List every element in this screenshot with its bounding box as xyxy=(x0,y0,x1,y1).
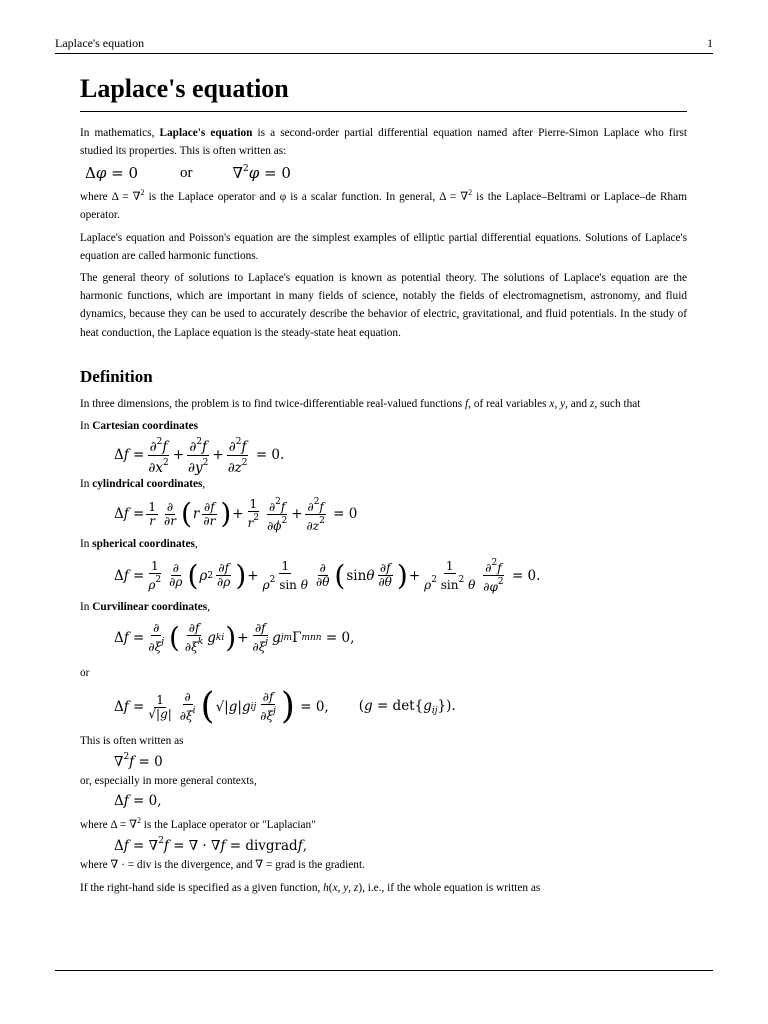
equation-laplace-basic: Δφ = 0 or ∇$^2$φ = 0 xyxy=(85,164,291,183)
laplacian-note xyxy=(80,812,687,834)
text: In xyxy=(80,478,93,491)
article-body xyxy=(80,72,687,897)
variable: z xyxy=(353,881,359,894)
page-number: 1 xyxy=(707,36,713,50)
variable: h xyxy=(323,881,329,894)
potential-theory-paragraph: The general theory of solutions to Laplace's equation is known as potential theory. The solutions of Laplace's equation are the harmonic functions, which are important in many fields of science, notably the fields of electromagnetism, astronomy, and fluid dynamics, because they can be used to accurately describe the behavior of electric, gravitational, and fluid potentials. In the study of heat conduction, the Laplace equation is the steady-state heat equation. xyxy=(80,271,687,339)
often-written-label: This is often written as xyxy=(80,735,184,748)
superscript: 2 xyxy=(136,816,141,826)
definition-paragraph xyxy=(80,395,687,413)
text: In xyxy=(80,600,93,613)
text: , of real variables xyxy=(468,397,550,410)
poisson-paragraph: Laplace's equation and Poisson's equation are the simplest examples of elliptic partial differential equations. Solutions of Laplace's equation are called harmonic functions. xyxy=(80,231,687,262)
text: where Δ = ∇ xyxy=(80,819,137,832)
footer-rule xyxy=(55,970,713,971)
variable: f xyxy=(465,397,469,410)
text: In xyxy=(80,538,93,551)
variable: y xyxy=(560,397,566,410)
general-contexts-label: or, especially in more general contexts, xyxy=(80,775,257,788)
text: ( xyxy=(328,881,333,894)
intro-paragraph xyxy=(80,124,687,160)
text: , xyxy=(337,881,344,894)
equation-cylindrical: Δf = $\frac{1}{r}$ $\frac{\partial}{\partial r}$ ( r $\frac{\partial f}{\partial r}$ ) + $\frac{1}{r^2}$ $\frac{\partial^2f}{\partial\phi^2}$ + $\frac{\partial^2f}{\partial z^2}$ = 0 xyxy=(114,496,358,533)
text: , such that xyxy=(594,397,641,410)
text: is the Laplace operator and φ is a scalar function. In general, Δ = ∇ xyxy=(144,191,469,204)
variable: x xyxy=(549,397,555,410)
where-paragraph xyxy=(80,184,687,224)
text: is the Laplace–Beltrami or Laplace–de Rham operator. xyxy=(80,191,687,222)
text: In xyxy=(80,420,93,432)
text: If the right-hand side is specified as a given function, xyxy=(80,881,324,894)
equation-div-grad: Δf = ∇$^2$f = ∇ · ∇f = divgradf, xyxy=(114,836,308,855)
rhs-paragraph xyxy=(80,879,687,897)
superscript: 2 xyxy=(468,188,473,198)
equation-curvilinear-alt: Δf = $\frac{1}{√|g|}$ $\frac{\partial}{\partial\xi^i}$ ( √| g | g ij $\frac{\partial f}{\partial\xi^j}$ ) = 0, $(g = \det\{g_{ij}\})$. xyxy=(114,686,456,728)
text: , xyxy=(207,600,211,613)
bold-term: spherical coordinates xyxy=(92,538,195,551)
text: , xyxy=(194,538,198,551)
running-title: Laplace's equation xyxy=(55,36,145,50)
variable: x xyxy=(332,881,338,894)
superscript: 2 xyxy=(140,188,145,198)
bold-term: cylindrical coordinates xyxy=(92,478,203,491)
curvilinear-label xyxy=(80,598,687,616)
text: is the Laplace operator or "Laplacian" xyxy=(140,819,316,832)
equation-cartesian: Δf = $\frac{\partial^2f}{\partial x^2}$ + $\frac{\partial^2f}{\partial y^2}$ + $\frac{\partial^2f}{\partial z^2}$ = 0. xyxy=(114,436,285,476)
text: ), i.e., if the whole equation is written as xyxy=(358,881,541,894)
text: is a second-order partial differential equation named after Pierre-Simon Laplace who first studied its properties. This is often written as: xyxy=(80,127,688,158)
header-rule xyxy=(55,53,713,54)
bold-term: Laplace's equation xyxy=(159,127,253,139)
text: , and xyxy=(565,397,590,410)
cylindrical-label xyxy=(80,475,687,493)
div-grad-note: where ∇ · = div is the divergence, and ∇ = grad is the gradient. xyxy=(80,859,365,872)
equation-curvilinear: Δf = $\frac{\partial}{\partial\xi^j}$ ( $\frac{\partial f}{\partial\xi^k}$ g ki ) + $\frac{\partial f}{\partial\xi^j}$ g jm Γ mn n = 0, xyxy=(114,620,355,654)
equation-nabla-squared: ∇$^2$f = 0 xyxy=(114,752,163,771)
variable: z xyxy=(589,397,595,410)
equation-delta-f: Δf = 0, xyxy=(114,793,162,810)
text: In three dimensions, the problem is to find twice-differentiable real-valued functions xyxy=(80,397,466,410)
running-header xyxy=(55,36,713,52)
page-title: Laplace's equation xyxy=(80,72,687,112)
text: , xyxy=(202,478,206,491)
or-label: or xyxy=(80,666,90,679)
spherical-label xyxy=(80,535,687,553)
eq-or: or xyxy=(180,164,193,181)
variable: y xyxy=(343,881,349,894)
text: , xyxy=(348,881,354,894)
text: , xyxy=(554,397,561,410)
text: where Δ = ∇ xyxy=(80,191,141,204)
equation-spherical: Δf = $\frac{1}{\rho^2}$ $\frac{\partial}{\partial\rho}$ ( ρ 2 $\frac{\partial f}{\partial\rho}$ ) + $\frac{1}{\rho^2 \sin \theta}$ $\frac{\partial}{\partial\theta}$ ( sin θ $\frac{\partial f}{\partial\theta}$ ) + $\frac{1}{\rho^2 \sin^2 \theta}$ $\frac{\partial^2f}{\partial\varphi^2}$ = 0. xyxy=(114,558,541,595)
cartesian-label xyxy=(80,417,687,435)
bold-term: Cartesian coordinates xyxy=(92,420,198,432)
text: In mathematics, xyxy=(80,127,160,139)
section-heading-definition: Definition xyxy=(80,366,153,386)
bold-term: Curvilinear coordinates xyxy=(92,600,208,613)
